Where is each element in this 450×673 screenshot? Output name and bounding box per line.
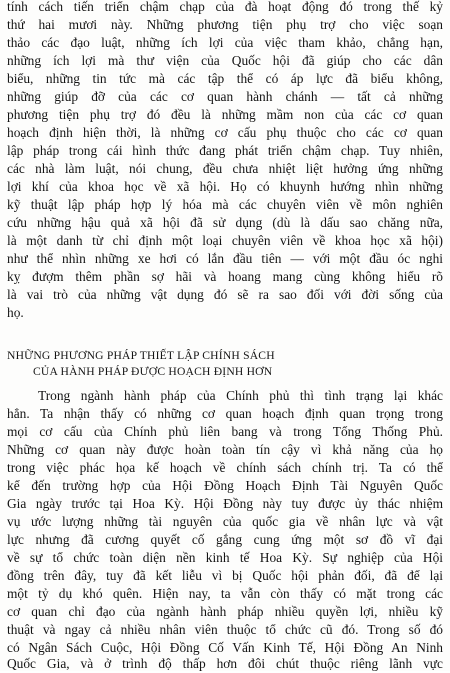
- text-line: có Ngân Sách Cuộc, Hội Đồng Cố Vấn Kinh Tế, Hội Đồng An Ninh: [7, 640, 443, 655]
- text-line: các nhà làm luật, nói chung, đều chưa nhiệt liệt hưởng ứng những: [7, 161, 443, 176]
- text-line: Gia ngày trước tại Hoa Kỳ. Hội Đồng này tuy được ủy thác nhiệm: [7, 496, 443, 511]
- text-line: Trong ngành hành pháp của Chính phủ thì tình trạng lại khác: [38, 388, 443, 403]
- text-line: trong việc phác họa kế hoạch về chính sách chính trị. Ta có thể: [7, 460, 443, 475]
- text-line: thảo các đạo luật, những ích lợi của việc tham khảo, chẳng hạn,: [7, 35, 443, 50]
- text-line: tính cách tiến triển chậm chạp của đà hoạt động đó trong thế kỷ: [7, 0, 443, 14]
- text-line: thuật và ngay cả nhiều nhân viên thuộc tổ chức cũ đó. Trong số đó: [7, 622, 443, 637]
- text-line: là vai trò của những vật dụng đó sẽ ra sao đối với đời sống của: [7, 287, 443, 302]
- text-line: lực nhưng đã cương quyết cố gắng cung ứng một sơ đồ vĩ đại: [7, 532, 443, 547]
- section-heading-line-1: NHỮNG PHƯƠNG PHÁP THIẾT LẬP CHÍNH SÁCH: [7, 349, 275, 362]
- text-line: lợi khí của khoa học về xã hội. Họ có khuynh hướng nhìn những: [7, 179, 443, 194]
- text-line: lập pháp trong cái hình thức đang phát triển chậm chạp. Tuy nhiên,: [7, 143, 443, 158]
- text-line: cứu những hậu quả xã hội đã sử dụng (dù là dấu sao chăng nữa,: [7, 215, 443, 230]
- text-line: Quốc Gia, và ở trình độ thấp hơn đôi chút thuộc riêng lãnh vực: [7, 656, 443, 671]
- text-line: họ.: [7, 305, 24, 320]
- text-line: cơ quan chỉ đạo của ngành hành pháp nhiều quyền lợi, nhiều kỹ: [7, 604, 443, 619]
- text-line: về sự tổ chức toàn diện nền kinh tế Hoa Kỳ. Sự nghiệp của Hội: [7, 550, 443, 565]
- text-line: những giúp đỡ của các cơ quan hành chánh — tất cả những: [7, 89, 443, 104]
- text-line: Những cơ quan này được hoàn toàn tín cậy vì khả năng của họ: [7, 442, 443, 457]
- text-line: hẳn. Ta nhận thấy có những cơ quan hoạch định quan trọng trong: [7, 406, 443, 421]
- text-line: những ích lợi mà thư viện của Quốc hội đã giúp cho các dân: [7, 53, 443, 68]
- text-line: như thể nhìn những xe hơi có lắn đầu tiên — với một đầu óc nghi: [7, 251, 443, 266]
- text-line: hoạch định hiện thời, là những cơ cấu phụ thuộc cho các cơ quan: [7, 125, 443, 140]
- text-line: thứ hai mươi này. Những phương tiện phụ trợ cho việc soạn: [7, 17, 443, 32]
- section-heading-line-2: CỦA HÀNH PHÁP ĐƯỢC HOẠCH ĐỊNH HƠN: [33, 365, 273, 378]
- text-line: phương tiện phụ trợ đó đều là những mầm non của các cơ quan: [7, 107, 443, 122]
- text-line: kỹ thuật lập pháp hợp lý hóa mà các chuyên viên về môn nghiên: [7, 197, 443, 212]
- text-line: vụ ước lượng những tài nguyên của quốc gia về nhân lực và vật: [7, 514, 443, 529]
- text-line: kể đến trường hợp của Hội Đồng Hoạch Định Tài Nguyên Quốc: [7, 478, 443, 493]
- text-line: là một danh từ chỉ định một loại chuyên viên về khoa học xã hội): [7, 233, 443, 248]
- text-line: đồng trên đây, tuy đã kết liễu vì bị Quốc hội phản đối, đã để lại: [7, 568, 443, 583]
- text-line: biểu, những tin tức mà các tập thể có áp lực đã biểu không,: [7, 71, 443, 86]
- text-line: kỵ đượm thêm phần sợ hãi và hoang mang cùng không hiểu rõ: [7, 269, 443, 284]
- text-line: một tỷ dụ khó quên. Hiện nay, ta vẫn còn thấy có mặt trong các: [7, 586, 443, 601]
- text-line: mọi cơ cấu của Chính phủ liên bang và trong Tổng Thống Phủ.: [7, 424, 443, 439]
